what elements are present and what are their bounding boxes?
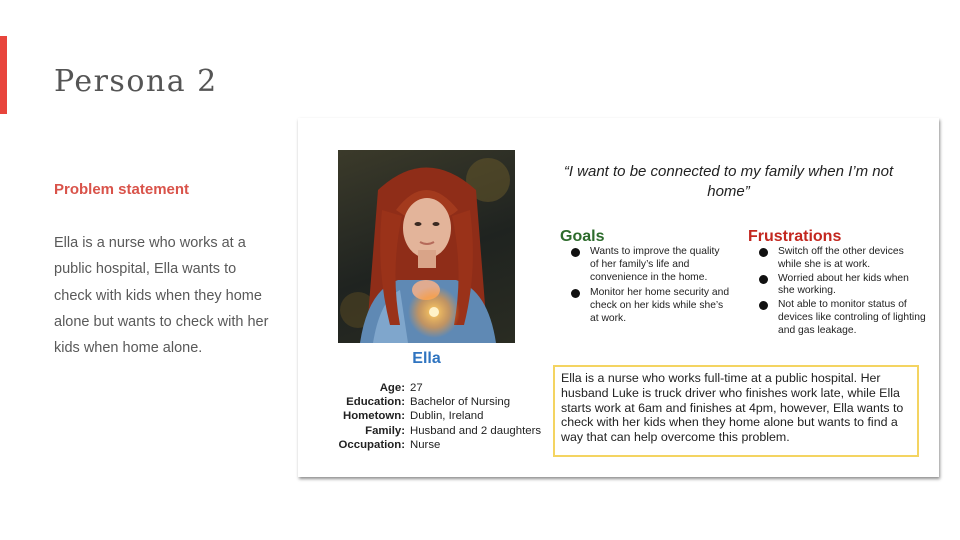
list-item bbox=[748, 299, 928, 337]
fact-label: Hometown: bbox=[342, 410, 405, 423]
fact-label: Education: bbox=[346, 396, 405, 409]
persona-photo bbox=[338, 150, 515, 343]
goals-heading: Goals bbox=[560, 228, 605, 245]
fact-label: Family: bbox=[365, 424, 405, 437]
accent-bar bbox=[0, 36, 7, 114]
bullet-icon bbox=[571, 248, 580, 257]
fact-label: Occupation: bbox=[338, 438, 405, 451]
goals-list bbox=[560, 246, 730, 326]
fact-occupation bbox=[318, 438, 541, 452]
bullet-icon bbox=[759, 301, 768, 310]
fact-value: 27 bbox=[410, 382, 423, 394]
persona-name: Ella bbox=[412, 350, 441, 367]
frustrations-heading: Frustrations bbox=[748, 228, 842, 245]
frustration-text: Switch off the other devices while she is at work. bbox=[778, 246, 904, 270]
fact-value: Bachelor of Nursing bbox=[410, 396, 511, 409]
list-item bbox=[748, 273, 928, 299]
persona-story: Ella is a nurse who works full-time at a public hospital. Her husband Luke is truck driver who finishes work late, while Ella starts work at 6am and finishes at 4pm, however, Ella wants to check with her kids when they home alone but wants to find a way that can help overcome this problem. bbox=[553, 365, 919, 457]
frustrations-list bbox=[748, 246, 928, 338]
fact-value: Nurse bbox=[410, 438, 441, 451]
goal-text: Wants to improve the quality of her family’s life and convenience in the home. bbox=[590, 246, 720, 283]
list-item bbox=[560, 246, 730, 284]
fact-value: Dublin, Ireland bbox=[410, 410, 484, 423]
problem-statement-text: Ella is a nurse who works at a public hospital, Ella wants to check with kids when they home alone but wants to check with her kids when home alone. bbox=[54, 235, 269, 357]
persona-card bbox=[298, 118, 939, 477]
list-item bbox=[748, 246, 928, 272]
bullet-icon bbox=[759, 248, 768, 257]
persona-facts bbox=[318, 381, 541, 452]
fact-hometown bbox=[318, 409, 541, 423]
goal-text: Monitor her home security and check on her kids while she’s at work. bbox=[590, 287, 730, 324]
woman-portrait-icon bbox=[338, 150, 515, 343]
bullet-icon bbox=[571, 289, 580, 298]
fact-age bbox=[318, 381, 541, 395]
persona-quote: “I want to be connected to my family when I’m not home” bbox=[563, 163, 894, 200]
list-item bbox=[560, 287, 730, 325]
bullet-icon bbox=[759, 275, 768, 284]
problem-statement-heading: Problem statement bbox=[54, 181, 190, 198]
fact-value: Husband and 2 daughters bbox=[410, 424, 542, 437]
fact-label: Age: bbox=[379, 382, 405, 394]
frustration-text: Not able to monitor status of devices like controling of lighting and gas leakage. bbox=[778, 299, 926, 336]
frustration-text: Worried about her kids when she working. bbox=[778, 272, 909, 297]
fact-family bbox=[318, 424, 541, 438]
fact-education bbox=[318, 395, 541, 409]
slide-title: Persona 2 bbox=[54, 64, 218, 99]
